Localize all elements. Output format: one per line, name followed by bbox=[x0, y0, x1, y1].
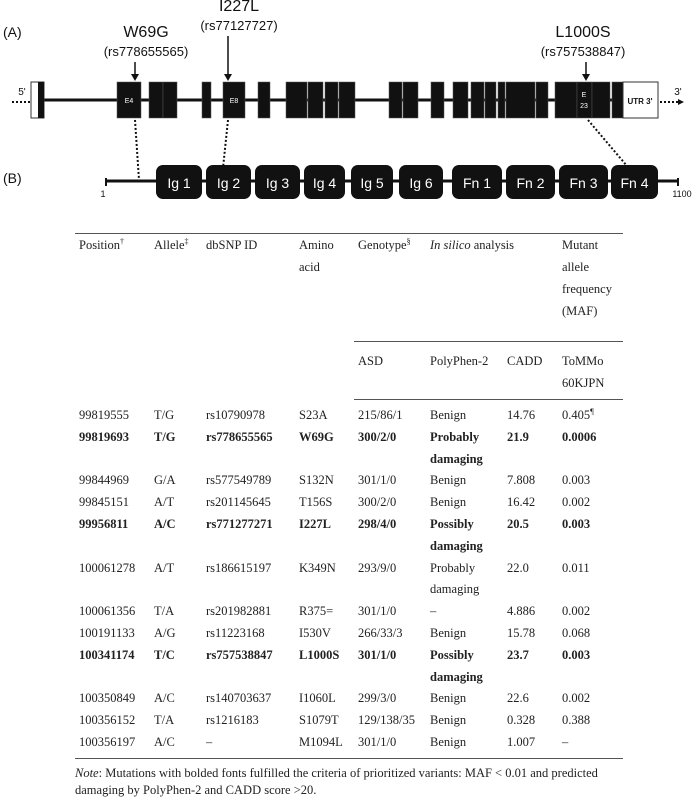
cell-polyphen: Possibly damaging bbox=[430, 647, 483, 684]
cell-maf: 0.003 bbox=[562, 516, 591, 531]
header-position: Position† bbox=[75, 234, 150, 400]
exon bbox=[163, 82, 177, 118]
cell-position: 100356197 bbox=[75, 732, 150, 758]
cell-position: 100356152 bbox=[79, 713, 136, 728]
cell-cadd: 1.007 bbox=[503, 732, 558, 758]
variant-label-l1000s bbox=[541, 24, 626, 59]
variant-label-i227l bbox=[200, 0, 277, 33]
cell-maf: 0.388 bbox=[562, 713, 591, 728]
exon bbox=[286, 82, 307, 118]
exon bbox=[325, 82, 338, 118]
variant-rsid: (rs757538847) bbox=[540, 44, 626, 59]
exon bbox=[555, 82, 577, 118]
variant-rsid: (rs77127727) bbox=[200, 18, 278, 33]
cell-dbsnp: rs10790978 bbox=[206, 407, 266, 422]
exon bbox=[506, 82, 535, 118]
cell-amino: R375= bbox=[299, 604, 334, 619]
exon bbox=[389, 82, 402, 118]
header-dbsnp: dbSNP ID bbox=[202, 234, 295, 400]
cell-maf: 0.002 bbox=[562, 604, 591, 619]
cell-dbsnp: rs186615197 bbox=[206, 560, 272, 575]
cell-cadd: 22.0 bbox=[507, 560, 529, 575]
exon bbox=[485, 82, 496, 118]
cell-amino: S132N bbox=[299, 473, 334, 488]
domain-label: Ig 6 bbox=[409, 175, 433, 191]
variant-label-w69g bbox=[104, 24, 189, 59]
cell-amino: S1079T bbox=[299, 713, 339, 728]
cell-amino: K349N bbox=[299, 560, 336, 575]
exon-e4-label: E4 bbox=[124, 98, 134, 105]
cell-position: 100350849 bbox=[79, 691, 136, 706]
protein-start-label: 1 bbox=[100, 189, 106, 199]
table-row bbox=[75, 427, 623, 471]
protein-domains bbox=[156, 165, 658, 199]
cell-amino: T156S bbox=[299, 495, 333, 510]
header-polyphen: PolyPhen-2 bbox=[426, 342, 503, 400]
domain-label: Ig 1 bbox=[167, 175, 191, 191]
domain-label: Ig 5 bbox=[360, 175, 384, 191]
cell-dbsnp: rs201982881 bbox=[206, 604, 272, 619]
cell-position: 100191133 bbox=[79, 625, 135, 640]
cell-cadd: 21.9 bbox=[507, 429, 529, 444]
cell-genotype: 300/2/0 bbox=[358, 429, 397, 444]
cell-dbsnp: rs140703637 bbox=[206, 691, 272, 706]
cell-cadd: 20.5 bbox=[507, 516, 529, 531]
cell-position: 100061356 bbox=[79, 604, 136, 619]
domain-label: Fn 3 bbox=[569, 175, 598, 191]
cell-amino: I530V bbox=[299, 625, 331, 640]
cell-dbsnp: rs11223168 bbox=[206, 625, 265, 640]
table-row bbox=[75, 470, 623, 492]
cell-polyphen: Benign bbox=[430, 473, 467, 488]
exon bbox=[339, 82, 355, 118]
header-tommo: ToMMo 60KJPN bbox=[558, 342, 623, 400]
domain-label: Fn 4 bbox=[620, 175, 649, 191]
cell-amino: W69G bbox=[299, 429, 334, 444]
cell-position: 100061278 bbox=[79, 560, 136, 575]
cell-allele: A/T bbox=[154, 560, 175, 575]
cell-allele: A/G bbox=[154, 625, 176, 640]
cell-cadd: 7.808 bbox=[507, 473, 536, 488]
cell-amino: M1094L bbox=[295, 732, 354, 758]
header-cadd: CADD bbox=[503, 342, 558, 400]
cell-allele: T/G bbox=[154, 407, 175, 422]
cell-amino: L1000S bbox=[299, 647, 340, 662]
table-note: Note: Mutations with bolded fonts fulfilled the criteria of prioritized variants: MAF < 0.01 and predicted damaging by PolyPhen-2 and CADD score >20. bbox=[75, 766, 598, 797]
cell-dbsnp: rs1216183 bbox=[206, 713, 259, 728]
cell-allele: A/C bbox=[154, 691, 175, 706]
cell-amino: I1060L bbox=[299, 691, 336, 706]
cell-cadd: 16.42 bbox=[507, 495, 536, 510]
cell-allele: T/C bbox=[154, 647, 175, 662]
exon bbox=[498, 82, 505, 118]
five-prime-label: 5' bbox=[18, 87, 26, 98]
cell-allele: A/C bbox=[150, 732, 202, 758]
cell-allele: T/A bbox=[154, 604, 175, 619]
cell-genotype: 301/1/0 bbox=[358, 647, 397, 662]
exon-e8-label: E8 bbox=[229, 98, 239, 105]
cell-maf: 0.002 bbox=[562, 495, 591, 510]
header-amino-acid: Amino acid bbox=[295, 234, 354, 400]
exon bbox=[431, 82, 444, 118]
exon bbox=[453, 82, 468, 118]
variant-name: L1000S bbox=[555, 24, 611, 41]
cell-maf: 0.002 bbox=[562, 691, 591, 706]
header-allele: Allele‡ bbox=[150, 234, 202, 400]
panel-b-label: (B) bbox=[3, 170, 22, 186]
protein-end-label: 1100 bbox=[672, 189, 692, 199]
cell-maf: – bbox=[558, 732, 623, 758]
cell-allele: T/G bbox=[154, 429, 176, 444]
cell-dbsnp: rs778655565 bbox=[206, 429, 273, 444]
cell-position: 99819693 bbox=[79, 429, 129, 444]
cell-maf: 0.405¶ bbox=[562, 407, 594, 422]
exon bbox=[308, 82, 323, 118]
exon bbox=[403, 82, 418, 118]
cell-maf: 0.011 bbox=[562, 560, 590, 575]
cell-polyphen: Benign bbox=[430, 691, 467, 706]
variant-table bbox=[75, 233, 623, 759]
header-maf: Mutant allele frequency (MAF) bbox=[558, 234, 623, 342]
exon-e23-label-top: E bbox=[581, 92, 587, 99]
cell-polyphen: Benign bbox=[430, 495, 467, 510]
table-row bbox=[75, 623, 623, 645]
cell-position: 99844969 bbox=[79, 473, 129, 488]
cell-polyphen: Possibly damaging bbox=[430, 516, 483, 553]
cell-genotype: 266/33/3 bbox=[358, 625, 403, 640]
exon bbox=[592, 82, 610, 118]
cell-cadd: 0.328 bbox=[507, 713, 536, 728]
exon bbox=[536, 82, 548, 118]
cell-polyphen: Benign bbox=[430, 625, 467, 640]
three-prime-label: 3' bbox=[674, 87, 682, 98]
table-row bbox=[75, 558, 623, 602]
cell-cadd: 4.886 bbox=[507, 604, 536, 619]
header-asd: ASD bbox=[354, 342, 426, 400]
cell-genotype: 129/138/35 bbox=[358, 713, 415, 728]
utr-3-label: UTR 3' bbox=[627, 97, 653, 106]
cell-amino: S23A bbox=[299, 407, 328, 422]
cell-dbsnp: rs757538847 bbox=[206, 647, 273, 662]
variant-arrows bbox=[131, 36, 590, 81]
variant-rsid: (rs778655565) bbox=[103, 44, 189, 59]
cell-genotype: 298/4/0 bbox=[358, 516, 397, 531]
cell-position: 100341174 bbox=[79, 647, 135, 662]
exon-e23-label-bottom: 23 bbox=[580, 103, 588, 110]
cell-dbsnp: – bbox=[202, 732, 295, 758]
cell-genotype: 301/1/0 bbox=[358, 473, 397, 488]
header-in-silico: In silico analysis bbox=[426, 234, 558, 342]
header-genotype: Genotype§ bbox=[354, 234, 426, 342]
table-row bbox=[75, 710, 623, 732]
cell-dbsnp: rs771277271 bbox=[206, 516, 273, 531]
cell-position: 99956811 bbox=[79, 516, 129, 531]
exon bbox=[577, 82, 592, 118]
cell-cadd: 15.78 bbox=[507, 625, 536, 640]
domain-label: Ig 3 bbox=[265, 175, 290, 191]
cell-genotype: 301/1/0 bbox=[358, 604, 397, 619]
exon bbox=[149, 82, 163, 118]
cell-polyphen: Benign bbox=[426, 732, 503, 758]
panel-a-label: (A) bbox=[3, 24, 22, 40]
cell-allele: T/A bbox=[154, 713, 175, 728]
cell-cadd: 23.7 bbox=[507, 647, 529, 662]
exon bbox=[258, 82, 270, 118]
cell-polyphen: Probably damaging bbox=[430, 560, 480, 597]
domain-label: Fn 1 bbox=[462, 175, 492, 191]
three-prime-arrowhead bbox=[678, 99, 684, 105]
exon bbox=[202, 82, 211, 118]
cell-allele: A/C bbox=[154, 516, 176, 531]
cell-amino: I227L bbox=[299, 516, 331, 531]
table-row bbox=[75, 601, 623, 623]
cell-position: 99845151 bbox=[79, 495, 129, 510]
cell-genotype: 299/3/0 bbox=[358, 691, 397, 706]
cell-polyphen: – bbox=[430, 604, 437, 619]
cell-cadd: 14.76 bbox=[507, 408, 536, 422]
cell-polyphen: Benign bbox=[430, 713, 467, 728]
cell-genotype: 301/1/0 bbox=[354, 732, 426, 758]
exon bbox=[471, 82, 484, 118]
domain-label: Ig 2 bbox=[216, 175, 241, 191]
table-row bbox=[75, 688, 623, 710]
cell-maf: 0.068 bbox=[562, 625, 591, 640]
cell-dbsnp: rs577549789 bbox=[206, 473, 272, 488]
cell-position: 99819555 bbox=[79, 407, 129, 422]
cell-maf: 0.0006 bbox=[562, 429, 597, 444]
table-row bbox=[75, 645, 623, 689]
cell-maf: 0.003 bbox=[562, 647, 591, 662]
cell-genotype: 300/2/0 bbox=[358, 495, 397, 510]
cell-polyphen: Probably damaging bbox=[430, 429, 483, 466]
cell-genotype: 293/9/0 bbox=[358, 560, 397, 575]
cell-cadd: 22.6 bbox=[507, 691, 529, 706]
cell-genotype: 215/86/1 bbox=[358, 408, 403, 422]
variant-name: W69G bbox=[123, 24, 169, 41]
table-row bbox=[75, 514, 623, 558]
exon bbox=[612, 82, 623, 118]
cell-dbsnp: rs201145645 bbox=[206, 495, 271, 510]
domain-label: Fn 2 bbox=[516, 175, 545, 191]
table-row bbox=[75, 400, 623, 427]
cell-allele: G/A bbox=[154, 473, 176, 488]
table-row bbox=[75, 492, 623, 514]
table-row bbox=[75, 732, 623, 758]
variant-name: I227L bbox=[218, 0, 260, 15]
cell-maf: 0.003 bbox=[562, 473, 591, 488]
cell-polyphen: Benign bbox=[430, 408, 467, 422]
domain-label: Ig 4 bbox=[312, 175, 337, 191]
exon-1 bbox=[38, 82, 44, 118]
cell-allele: A/T bbox=[154, 495, 175, 510]
